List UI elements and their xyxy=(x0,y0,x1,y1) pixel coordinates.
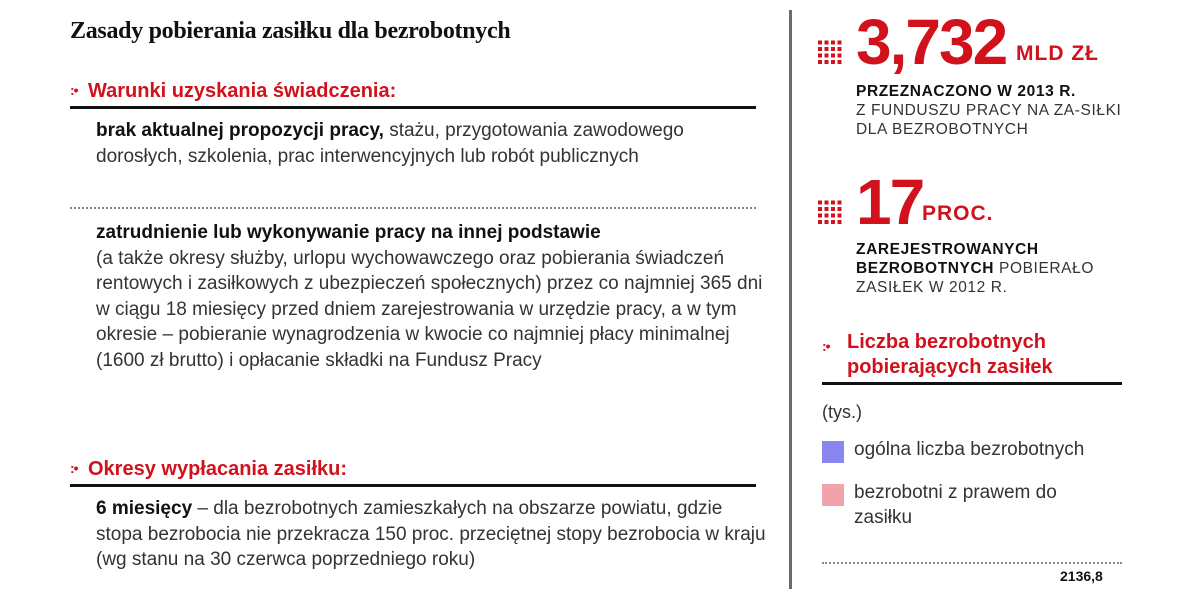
stat-2-text: POBIERAŁO ZASIŁEK W 2012 R. xyxy=(856,260,1094,296)
condition-1-text: stażu, przygotowania zawodowego dorosłych, szkolenia, prac interwencyjnych lub robót publicznych xyxy=(96,120,684,167)
legend-label: ogólna liczba bezrobotnych xyxy=(854,439,1085,460)
section-heading-conditions xyxy=(70,80,756,109)
section-heading-text: Warunki uzyskania świadczenia: xyxy=(88,80,397,102)
section-heading-periods xyxy=(70,458,756,487)
bullet-icon: :• xyxy=(70,82,78,98)
stat-2-value: 17 xyxy=(856,166,924,238)
stat-1-text: Z FUNDUSZU PRACY NA ZA-SIŁKI DLA BEZROBOTNYCH xyxy=(856,102,1122,138)
bullet-icon: :• xyxy=(822,338,830,354)
legend-label: bezrobotni z prawem do zasiłku xyxy=(854,482,1057,528)
condition-1-bold: brak aktualnej propozycji pracy, xyxy=(96,120,384,141)
stat-2-bold: ZAREJESTROWANYCH BEZROBOTNYCH xyxy=(856,241,1039,277)
unit-label: (tys.) xyxy=(822,402,862,422)
condition-item-1 xyxy=(96,118,766,169)
stat-1-unit: MLD ZŁ xyxy=(1016,42,1099,65)
stat-2-description xyxy=(856,240,1134,297)
bullet-icon: :• xyxy=(70,460,78,476)
chart-heading-text: Liczba bezrobotnych pobierających zasiłek xyxy=(847,331,1053,378)
condition-2-text: (a także okresy służby, urlopu wychowawczego oraz pobierania świadczeń rentowych i zasiłkowych z ubezpieczeń społecznych) przez co najmniej 365 dni w ciągu 18 miesięcy przed dniem zarejestrowania w urzędzie pracy, a w tym okresie – pobieranie wynagrodzenia w kwocie co najmniej płacy minimalnej (1600 zł brutto) i opłacanie składki na Fundusz Pracy xyxy=(96,247,763,371)
condition-item-2 xyxy=(96,220,766,373)
legend-item-entitled xyxy=(822,480,1072,530)
stat-1-description xyxy=(856,82,1136,139)
stat-1-bold: PRZEZNACZONO W 2013 R. xyxy=(856,83,1076,100)
period-1-text: – dla bezrobotnych zamieszkałych na obszarze powiatu, gdzie stopa bezrobocia nie przekracza 150 proc. przeciętnej stopy bezrobocia w kraju (wg stanu na 30 czerwca poprzedniego roku) xyxy=(96,498,766,570)
grid-icon xyxy=(818,38,844,64)
chart-heading xyxy=(822,330,1122,385)
chart-value-label: 2136,8 xyxy=(1060,568,1103,584)
period-1-bold: 6 miesięcy xyxy=(96,498,193,519)
section-heading-text: Okresy wypłacania zasiłku: xyxy=(88,458,348,480)
period-item-1 xyxy=(96,496,766,573)
divider xyxy=(70,207,756,209)
legend-swatch xyxy=(822,441,844,463)
legend-item-total xyxy=(822,437,1132,462)
page-title: Zasady pobierania zasiłku dla bezrobotnych xyxy=(70,18,511,44)
condition-2-bold: zatrudnienie lub wykonywanie pracy na innej podstawie xyxy=(96,222,601,243)
divider xyxy=(822,562,1122,564)
stat-1-value: 3,732 xyxy=(856,6,1007,78)
column-divider xyxy=(789,10,792,589)
grid-icon xyxy=(818,198,844,224)
stat-2-unit: PROC. xyxy=(922,202,994,225)
legend-swatch xyxy=(822,484,844,506)
